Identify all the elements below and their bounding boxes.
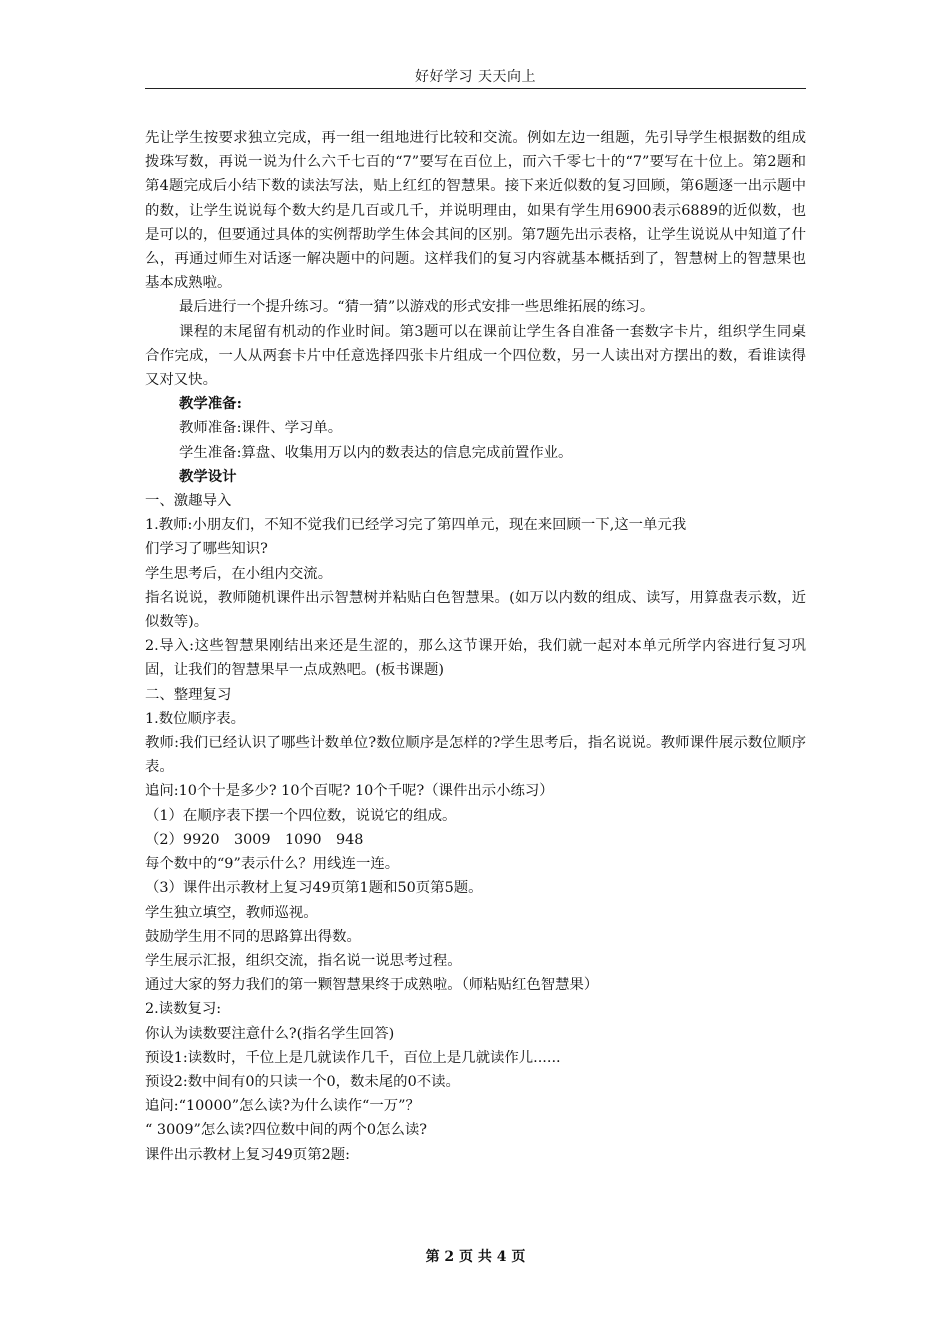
paragraph-reading-question: 你认为读数要注意什么?(指名学生回答) bbox=[145, 1025, 395, 1042]
paragraph-wisdom-tree: 指名说说，教师随机课件出示智慧树并粘贴白色智慧果。(如万以内数的组成、读写，用算盘表示数，近似数等)。 bbox=[145, 589, 806, 631]
paragraph-3009: “ 3009”怎么读?四位数中间的两个0怎么读? bbox=[145, 1122, 427, 1139]
paragraph-exercise-2: （2）9920 3009 1090 948 bbox=[145, 831, 364, 848]
paragraph-independent-fill: 学生独立填空，教师巡视。 bbox=[145, 904, 318, 921]
paragraph-homework: 课程的末尾留有机动的作业时间。第3题可以在课前让学生各自准备一套数字卡片，组织学生同桌合作完成，一人从两套卡片中任意选择四张卡片组成一个四位数，另一人读出对方摆出的数，看谁读得又对又快。 bbox=[145, 323, 806, 389]
paragraph-intro-2: 2.导入:这些智慧果刚结出来还是生涩的，那么这节课开始，我们就一起对本单元所学内容进行复习巩固，让我们的智慧果早一点成熟吧。(板书课题) bbox=[145, 638, 806, 679]
paragraph-group-discuss: 学生思考后，在小组内交流。 bbox=[145, 565, 333, 582]
paragraph-preset-1: 预设1:读数时，千位上是几就读作几千，百位上是几就读作儿...... bbox=[145, 1049, 561, 1066]
section-review-heading: 二、整理复习 bbox=[145, 686, 232, 703]
paragraph-extension: 最后进行一个提升练习。“猜一猜”以游戏的形式安排一些思维拓展的练习。 bbox=[179, 299, 655, 316]
paragraph-teacher-question: 教师:我们已经认识了哪些计数单位?数位顺序是怎样的?学生思考后，指名说说。教师课件展示数位顺序表。 bbox=[145, 735, 806, 776]
paragraph-follow-up-10000: 追问:“10000”怎么读?为什么读作“一万”？ bbox=[145, 1098, 420, 1115]
paragraph-review-process: 先让学生按要求独立完成，再一组一组地进行比较和交流。例如左边一组题，先引导学生根据数的组成拨珠写数，再说一说为什么六千七百的“7”要写在百位上，而六千零七十的“7”要写在十位上。第2题和第4题完成后小结下数的读法写法，贴上红红的智慧果。接下来近似数的复习回顾，第6题逐一出示题中的数，让学生说说每个数大约是几百或几千，并说明理由，如果有学生用6900表示6889的近似数，也是可以的，但要通过具体的实例帮助学生体会其间的区别。第7题先出示表格，让学生说说从中知道了什么，再通过师生对话逐一解决题中的问题。这样我们的复习内容就基本概括到了，智慧树上的智慧果也基本成熟啦。 bbox=[145, 130, 806, 292]
paragraph-intro-1: 1.教师:小朋友们，不知不觉我们已经学习完了第四单元，现在来回顾一下,这一单元我 bbox=[145, 517, 687, 534]
document-body bbox=[145, 126, 806, 1167]
paragraph-encourage: 鼓励学生用不同的思路算出得数。 bbox=[145, 928, 361, 945]
paragraph-student-prep: 学生准备:算盘、收集用万以内的数表达的信息完成前置作业。 bbox=[179, 444, 573, 461]
section-intro-heading: 一、激趣导入 bbox=[145, 493, 232, 510]
paragraph-exercise-3: （3）课件出示教材上复习49页第1题和50页第5题。 bbox=[145, 880, 483, 897]
paragraph-exercise-49-2: 课件出示教材上复习49页第2题: bbox=[145, 1146, 351, 1163]
paragraph-first-fruit: 通过大家的努力我们的第一颗智慧果终于成熟啦。（师粘贴红色智慧果） bbox=[145, 977, 599, 994]
paragraph-exercise-1: （1）在顺序表下摆一个四位数，说说它的组成。 bbox=[145, 807, 457, 824]
heading-teaching-prep: 教学准备: bbox=[179, 395, 242, 413]
paragraph-follow-up: 追问:10个十是多少? 10个百呢? 10个千呢?（课件出示小练习） bbox=[145, 783, 554, 800]
paragraph-intro-1-cont: 们学习了哪些知识? bbox=[145, 541, 268, 558]
paragraph-place-value-table: 1.数位顺序表。 bbox=[145, 710, 246, 727]
heading-teaching-design: 教学设计 bbox=[179, 467, 237, 485]
paragraph-teacher-prep: 教师准备:课件、学习单。 bbox=[179, 420, 343, 437]
page-header: 好好学习 天天向上 bbox=[415, 69, 536, 85]
paragraph-preset-2: 预设2:数中间有0的只读一个0，数未尾的0不读。 bbox=[145, 1073, 460, 1090]
page-footer: 第 2 页 共 4 页 bbox=[425, 1249, 526, 1265]
paragraph-report: 学生展示汇报，组织交流，指名说一说思考过程。 bbox=[145, 952, 462, 969]
paragraph-reading-review: 2.读数复习: bbox=[145, 1001, 222, 1018]
paragraph-nine-meaning: 每个数中的“9”表示什么？用线连一连。 bbox=[145, 856, 400, 873]
header-rule bbox=[145, 88, 806, 89]
